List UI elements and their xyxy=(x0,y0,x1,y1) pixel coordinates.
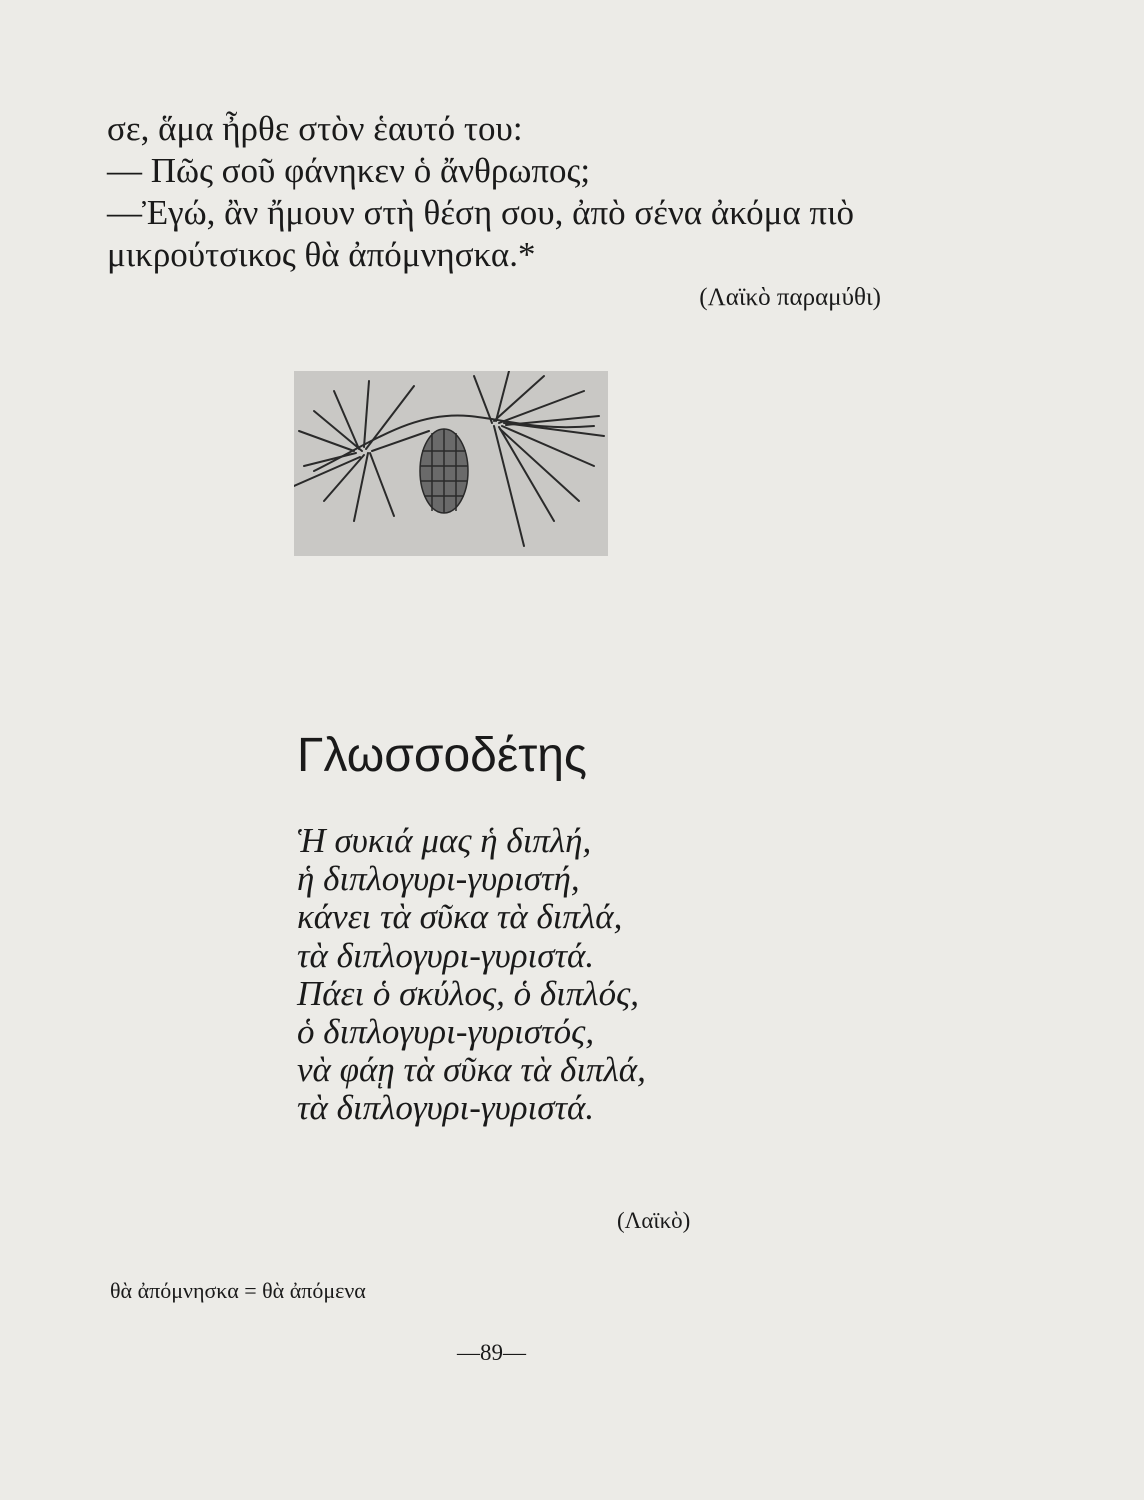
poem-line: ἡ διπλογυρι-γυριστή, xyxy=(297,859,580,899)
pine-branch-icon xyxy=(294,371,608,556)
prose-line: —Ἐγώ, ἂν ἤμουν στὴ θέση σου, ἀπὸ σένα ἀκόμα πιὸ xyxy=(107,193,855,232)
poem-source: (Λαϊκὸ) xyxy=(617,1208,691,1233)
prose-source: (Λαϊκὸ παραμύθι) xyxy=(699,284,881,311)
poem-line: Πάει ὁ σκύλος, ὁ διπλός, xyxy=(297,973,640,1013)
poem-body xyxy=(297,822,646,1128)
poem-line: Ἡ συκιά μας ἡ διπλή, xyxy=(297,821,592,860)
prose-line: σε, ἅμα ἦρθε στὸν ἑαυτό του: xyxy=(107,109,523,148)
poem-line: τὰ διπλογυρι-γυριστά. xyxy=(297,1088,595,1128)
prose-line: — Πῶς σοῦ φάνηκεν ὁ ἄνθρωπος; xyxy=(107,151,591,190)
prose-block xyxy=(107,108,907,276)
poem-line: τὰ διπλογυρι-γυριστά. xyxy=(297,935,595,975)
poem-line: ὁ διπλογυρι-γυριστός, xyxy=(297,1012,595,1052)
poem-line: νὰ φάῃ τὰ σῦκα τὰ διπλά, xyxy=(297,1050,646,1090)
poem-line: κάνει τὰ σῦκα τὰ διπλά, xyxy=(297,897,623,937)
page-number: —89— xyxy=(457,1340,526,1365)
prose-line: μικρούτσικος θὰ ἀπόμνησκα.* xyxy=(107,235,536,274)
footnote: θὰ ἀπόμνησκα = θὰ ἀπόμενα xyxy=(110,1278,366,1303)
illustration xyxy=(294,371,608,556)
poem-title: Γλωσσοδέτης xyxy=(297,729,588,782)
